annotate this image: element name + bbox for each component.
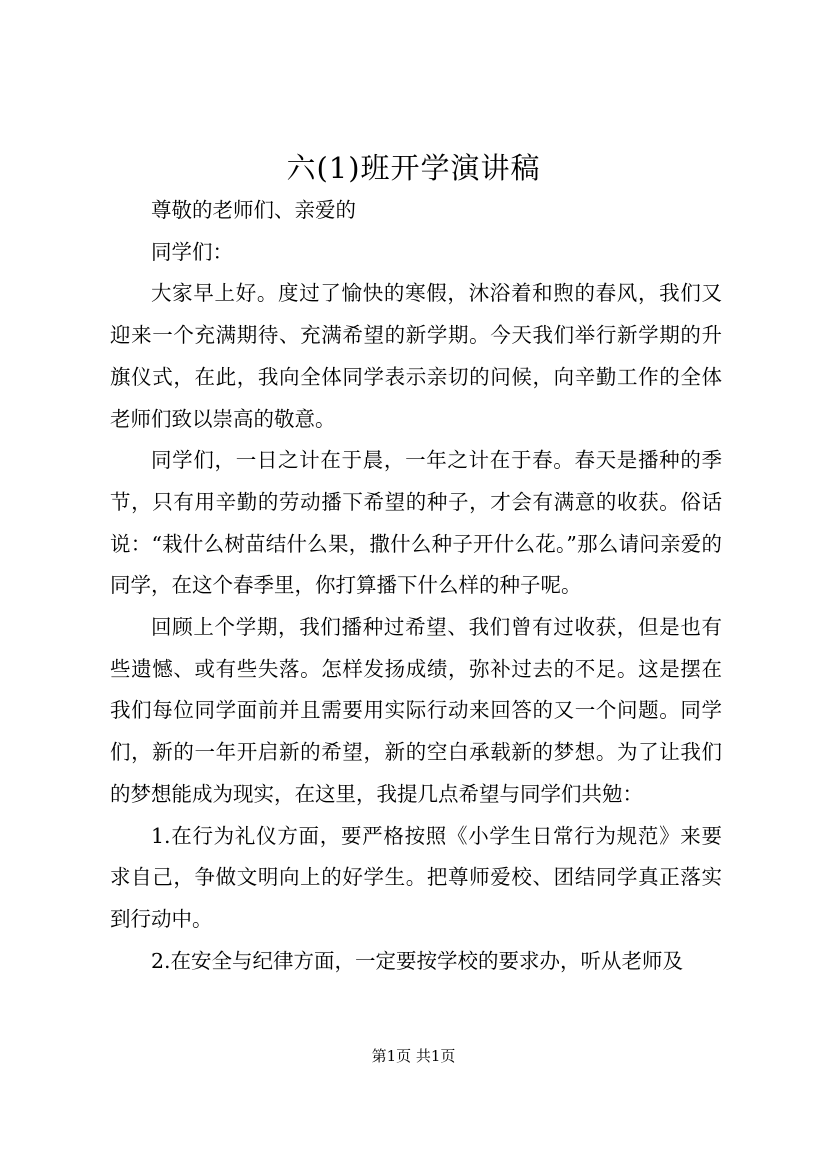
salutation-line-1: 尊敬的老师们、亲爱的 [151, 198, 356, 222]
page-footer: 第1页 共1页 [371, 1047, 456, 1065]
paragraph-review: 回顾上个学期，我们播种过希望、我们曾有过收获，但是也有些遗憾、或有些失落。怎样发扬成绩，弥补过去的不足。这是摆在我们每位同学面前并且需要用实际行动来回答的又一个问题。同学们，新的一年开启新的希望，新的空白承载新的梦想。为了让我们的梦想能成为现实，在这里，我提几点希望与同学们共勉： [110, 615, 722, 806]
paragraph-point-2: 2.在安全与纪律方面，一定要按学校的要求办，听从老师及 [151, 948, 684, 973]
paragraph-point-1: 1.在行为礼仪方面，要严格按照《小学生日常行为规范》来要求自己，争做文明向上的好学生。把尊师爱校、团结同学真正落实到行动中。 [110, 823, 722, 931]
salutation-line-2: 同学们： [151, 239, 233, 264]
document-body [110, 190, 722, 982]
paragraph-spring: 同学们，一日之计在于晨，一年之计在于春。春天是播种的季节，只有用辛勤的劳动播下希望的种子，才会有满意的收获。俗话说：“栽什么树苗结什么果，撒什么种子开什么花。”那么请问亲爱的同学，在这个春季里，你打算播下什么样的种子呢。 [110, 448, 722, 598]
document-title: 六(1)班开学演讲稿 [286, 151, 541, 185]
paragraph-greeting: 大家早上好。度过了愉快的寒假，沐浴着和煦的春风，我们又迎来一个充满期待、充满希望的新学期。今天我们举行新学期的升旗仪式，在此，我向全体同学表示亲切的问候，向辛勤工作的全体老师们致以崇高的敬意。 [110, 281, 722, 431]
